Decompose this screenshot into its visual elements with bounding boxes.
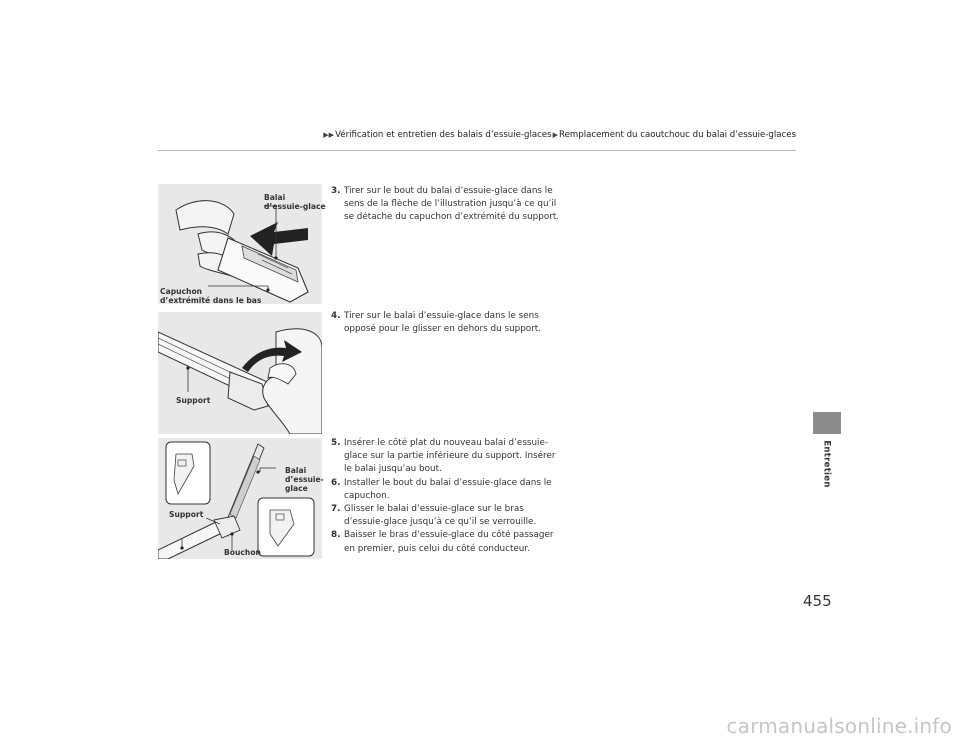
illustration-slide-blade-out [158, 312, 322, 434]
arrow-icon: ▶ [552, 131, 559, 139]
steps-group-2 [331, 310, 561, 336]
page-number: 455 [803, 592, 832, 610]
step-text: Installer le bout du balai d’essuie-glace dans le capuchon. [344, 477, 552, 501]
step-item [331, 437, 561, 477]
callout-wiper-blade-2: Balai d’essuie- glace [285, 466, 324, 493]
step-text: Glisser le balai d’essuie-glace sur le bras d’essuie-glace jusqu’à ce qu’il se verrouille. [344, 504, 537, 528]
callout-support-2: Support [169, 510, 204, 519]
step-number: 6. [331, 477, 341, 488]
step-number: 4. [331, 311, 341, 321]
step-number: 3. [331, 186, 341, 196]
step-text: Tirer sur le balai d’essuie-glace dans le sens opposé pour le glisser en dehors du support. [344, 311, 542, 335]
step-item [331, 503, 561, 529]
steps-group-3 [331, 437, 561, 556]
step-number: 7. [331, 504, 341, 515]
step-number: 8. [331, 530, 341, 541]
section-tab-label: Entretien [822, 440, 832, 488]
breadcrumb-current: Remplacement du caoutchouc du balai d’essuie-glaces [559, 130, 796, 140]
step-item [331, 529, 561, 555]
step-text: Baisser le bras d’essuie-glace du côté passager en premier, puis celui du côté conducteur. [344, 530, 554, 554]
step-text: Insérer le côté plat du nouveau balai d’essuie-glace sur la partie inférieure du support. Insérer le balai jusqu’au bout. [344, 438, 556, 475]
illustration-insert-new-blade [158, 438, 322, 559]
double-arrow-icon: ▶▶ [323, 131, 335, 139]
step-number: 5. [331, 438, 341, 448]
steps-group-1 [331, 185, 561, 225]
breadcrumb-section[interactable]: Vérification et entretien des balais d’essuie-glaces [335, 130, 552, 140]
watermark: carmanualsonline.info [726, 714, 952, 738]
callout-cap: Bouchon [224, 548, 261, 557]
callout-support-1: Support [176, 396, 211, 405]
wiper-insert-drawing [158, 438, 322, 559]
step-item [331, 310, 561, 336]
section-tab-marker [813, 412, 841, 434]
callout-end-cap: Capuchon d’extrémité dans le bas [160, 287, 262, 305]
header-rule [158, 150, 796, 151]
step-text: Tirer sur le bout du balai d’essuie-glace dans le sens de la flèche de l’illustration jusqu’à ce qu’il se détache du capuchon d’extrémité du support. [344, 186, 560, 223]
callout-wiper-blade-1: Balai d’essuie-glace [264, 193, 326, 211]
wiper-slide-drawing [158, 312, 322, 434]
breadcrumb [300, 130, 796, 140]
step-item [331, 185, 561, 225]
step-item [331, 477, 561, 503]
